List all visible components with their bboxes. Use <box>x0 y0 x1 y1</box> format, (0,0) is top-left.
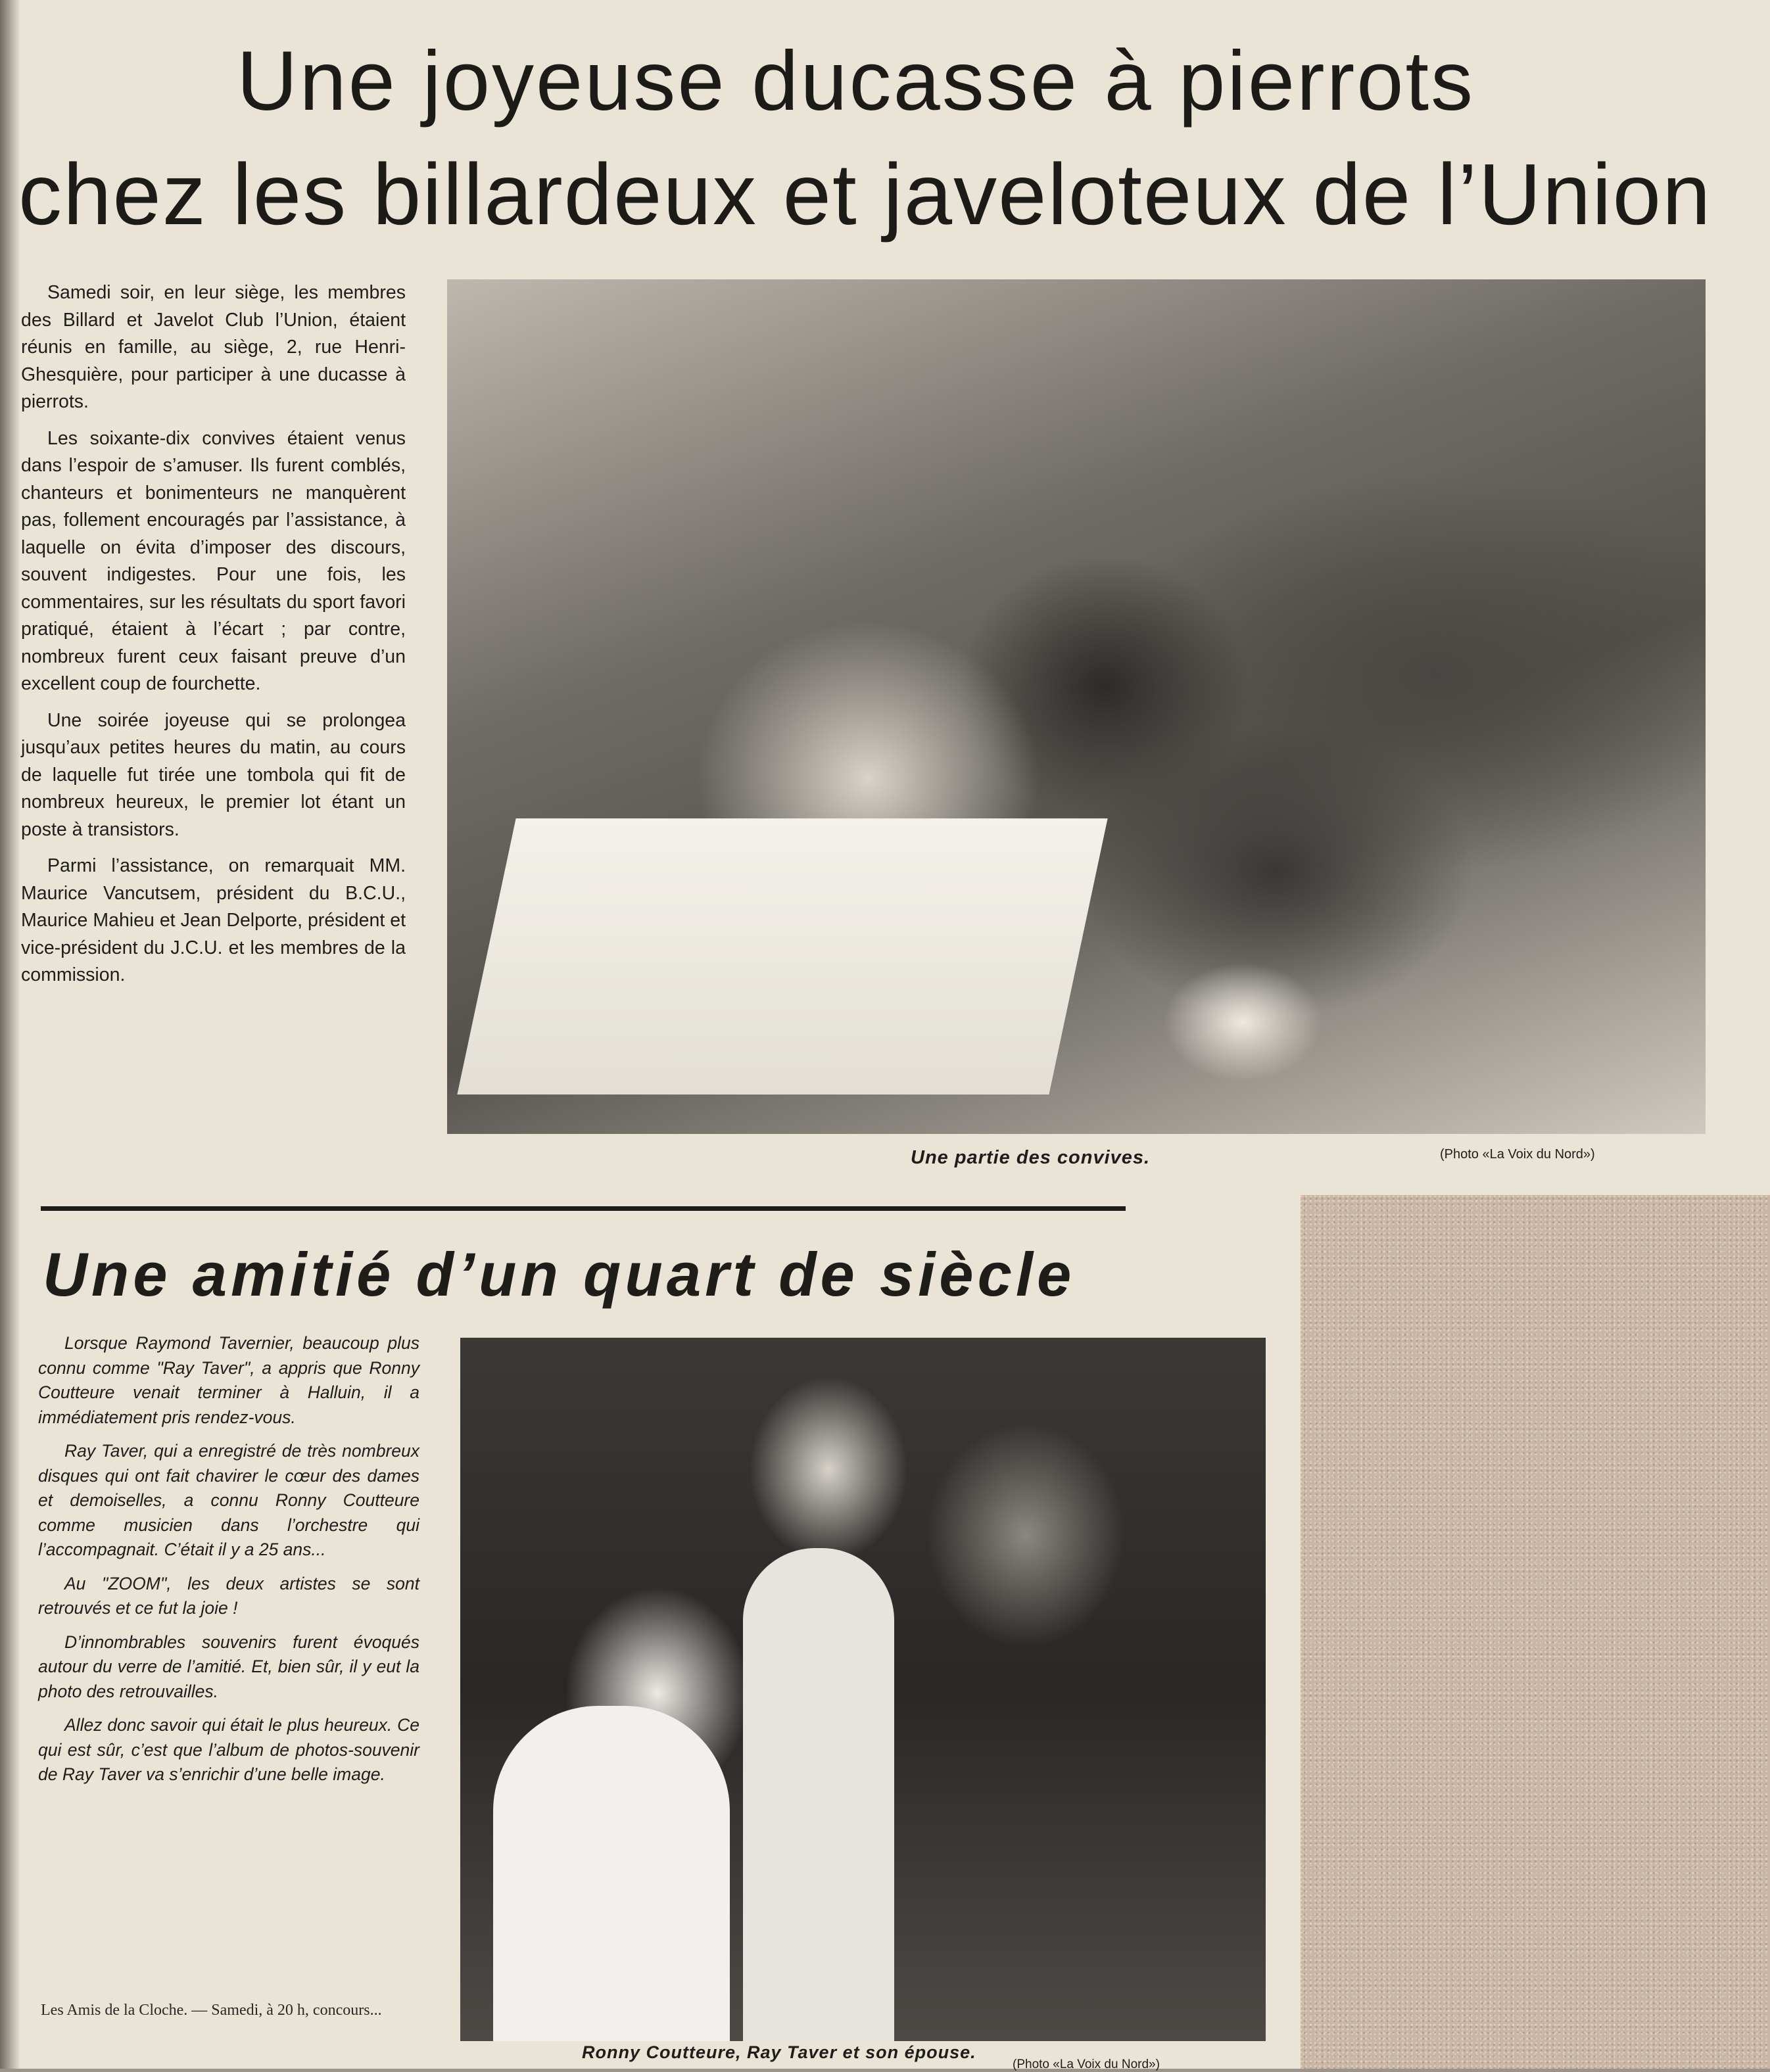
section-divider <box>41 1206 1126 1211</box>
cardboard-background <box>1301 1195 1770 2069</box>
clipping-left-edge <box>0 0 20 2069</box>
article2-body <box>38 1331 419 1797</box>
article2-headline: Une amitié d’un quart de siècle <box>43 1240 1076 1309</box>
article1-headline-line1: Une joyeuse ducasse à pierrots <box>237 34 1475 128</box>
woman-figure <box>493 1706 730 2041</box>
portrait-photo-caption: Ronny Coutteure, Ray Taver et son épouse. <box>582 2042 976 2062</box>
article1-paragraph: Une soirée joyeuse qui se prolongea jusqu’aux petites heures du matin, au cours de laquelle fut tirée une tombola qui fit de nombreux heureux, le premier lot étant un poste à transistors. <box>21 709 406 840</box>
article1-paragraph: Samedi soir, en leur siège, les membres des Billard et Javelot Club l’Union, étaient réunis en famille, au siège, 2, rue Henri-Ghesquière, pour participer à une ducasse à pierrots. <box>21 282 406 412</box>
banquet-photo <box>447 279 1706 1134</box>
article2-paragraph: D’innombrables souvenirs furent évoqués autour du verre de l’amitié. Et, bien sûr, il y eut la photo des retrouvailles. <box>38 1632 419 1701</box>
article2-paragraph: Au "ZOOM", les deux artistes se sont retrouvés et ce fut la joie ! <box>38 1573 419 1618</box>
article1-body <box>21 279 406 999</box>
article1-paragraph: Parmi l’assistance, on remarquait MM. Maurice Vancutsem, président du B.C.U., Maurice Mahieu et Jean Delporte, président et vice-président du J.C.U. et les membres de la commission. <box>21 855 406 985</box>
article2-paragraph: Ray Taver, qui a enregistré de très nombreux disques qui ont fait chavirer le cœur des dames et demoiselles, a connu Ronny Coutteure comme musicien dans l’orchestre qui l’accompagnait. C’était il y a 25 ans... <box>38 1441 419 1559</box>
article1-headline-line2: chez les billardeux et javeloteux de l’Union <box>18 146 1712 243</box>
article2-paragraph: Lorsque Raymond Tavernier, beaucoup plus connu comme "Ray Taver", a appris que Ronny Coutteure venait terminer à Halluin, il a immédiatement pris rendez-vous. <box>38 1333 419 1427</box>
man-figure <box>743 1548 894 2041</box>
banquet-photo-credit: (Photo «La Voix du Nord») <box>1440 1147 1595 1162</box>
article2-paragraph: Allez donc savoir qui était le plus heureux. Ce qui est sûr, c’est que l’album de photos-souvenir de Ray Taver va s’enrichir d’une belle image. <box>38 1715 419 1784</box>
adjacent-article-fragment: Les Amis de la Cloche. — Samedi, à 20 h, concours... <box>41 2002 382 2019</box>
banquet-photo-caption: Une partie des convives. <box>911 1147 1151 1168</box>
banquet-table <box>457 818 1107 1095</box>
portrait-photo-credit: (Photo «La Voix du Nord») <box>1013 2058 1160 2071</box>
portrait-photo <box>460 1338 1266 2041</box>
article1-paragraph: Les soixante-dix convives étaient venus dans l’espoir de s’amuser. Ils furent comblés, chanteurs et bonimenteurs ne manquèrent pas, follement encouragés par l’assistance, à laquelle on évita d’imposer des discours, souvent indigestes. Pour une fois, les commentaires, sur les résultats du sport favori pratiqué, étaient à l’écart ; par contre, nombreux furent ceux faisant preuve d’un excellent coup de fourchette. <box>21 427 406 694</box>
